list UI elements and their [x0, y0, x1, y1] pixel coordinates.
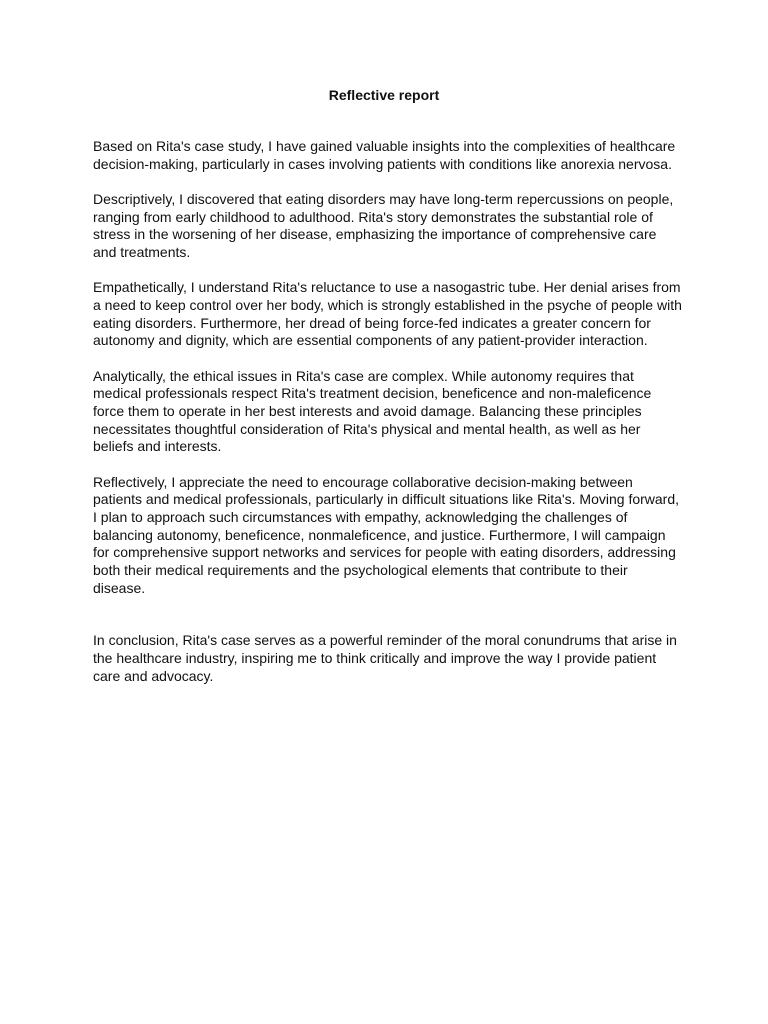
paragraph-reflective: Reflectively, I appreciate the need to encourage collaborative decision-making between patients and medical professionals, particularly in difficult situations like Rita's. Moving forward, I plan to approach such circumstances with empathy, acknowledging the challenges of balancing autonomy, beneficence, nonmaleficence, and justice. Furthermore, I will campaign for comprehensive support networks and services for people with eating disorders, addressing both their medical requirements and the psychological elements that contribute to their disease. [93, 473, 680, 596]
document-title: Reflective report [328, 87, 440, 103]
paragraph-introduction: Based on Rita's case study, I have gained valuable insights into the complexities of healthcare decision-making, particularly in cases involving patients with conditions like anorexia nervosa. [93, 138, 676, 172]
paragraph-conclusion: In conclusion, Rita's case serves as a powerful reminder of the moral conundrums that arise in the healthcare industry, inspiring me to think critically and improve the way I provide patient care and advocacy. [93, 632, 677, 684]
paragraph-descriptive: Descriptively, I discovered that eating disorders may have long-term repercussions on people, ranging from early childhood to adulthood. Rita's story demonstrates the substantial role of stress in the worsening of her disease, emphasizing the importance of comprehensive care and treatments. [93, 190, 674, 261]
document-body [93, 138, 683, 686]
paragraph-analytical: Analytically, the ethical issues in Rita's case are complex. While autonomy requires that medical professionals respect Rita's treatment decision, beneficence and non-maleficence force them to operate in her best interests and avoid damage. Balancing these principles necessitates thoughtful consideration of Rita's physical and mental health, as well as her beliefs and interests. [93, 367, 652, 455]
paragraph-empathetic: Empathetically, I understand Rita's reluctance to use a nasogastric tube. Her denial arises from a need to keep control over her body, which is strongly established in the psyche of people with eating disorders. Furthermore, her dread of being force-fed indicates a greater concern for autonomy and dignity, which are essential components of any patient-provider interaction. [93, 279, 682, 349]
